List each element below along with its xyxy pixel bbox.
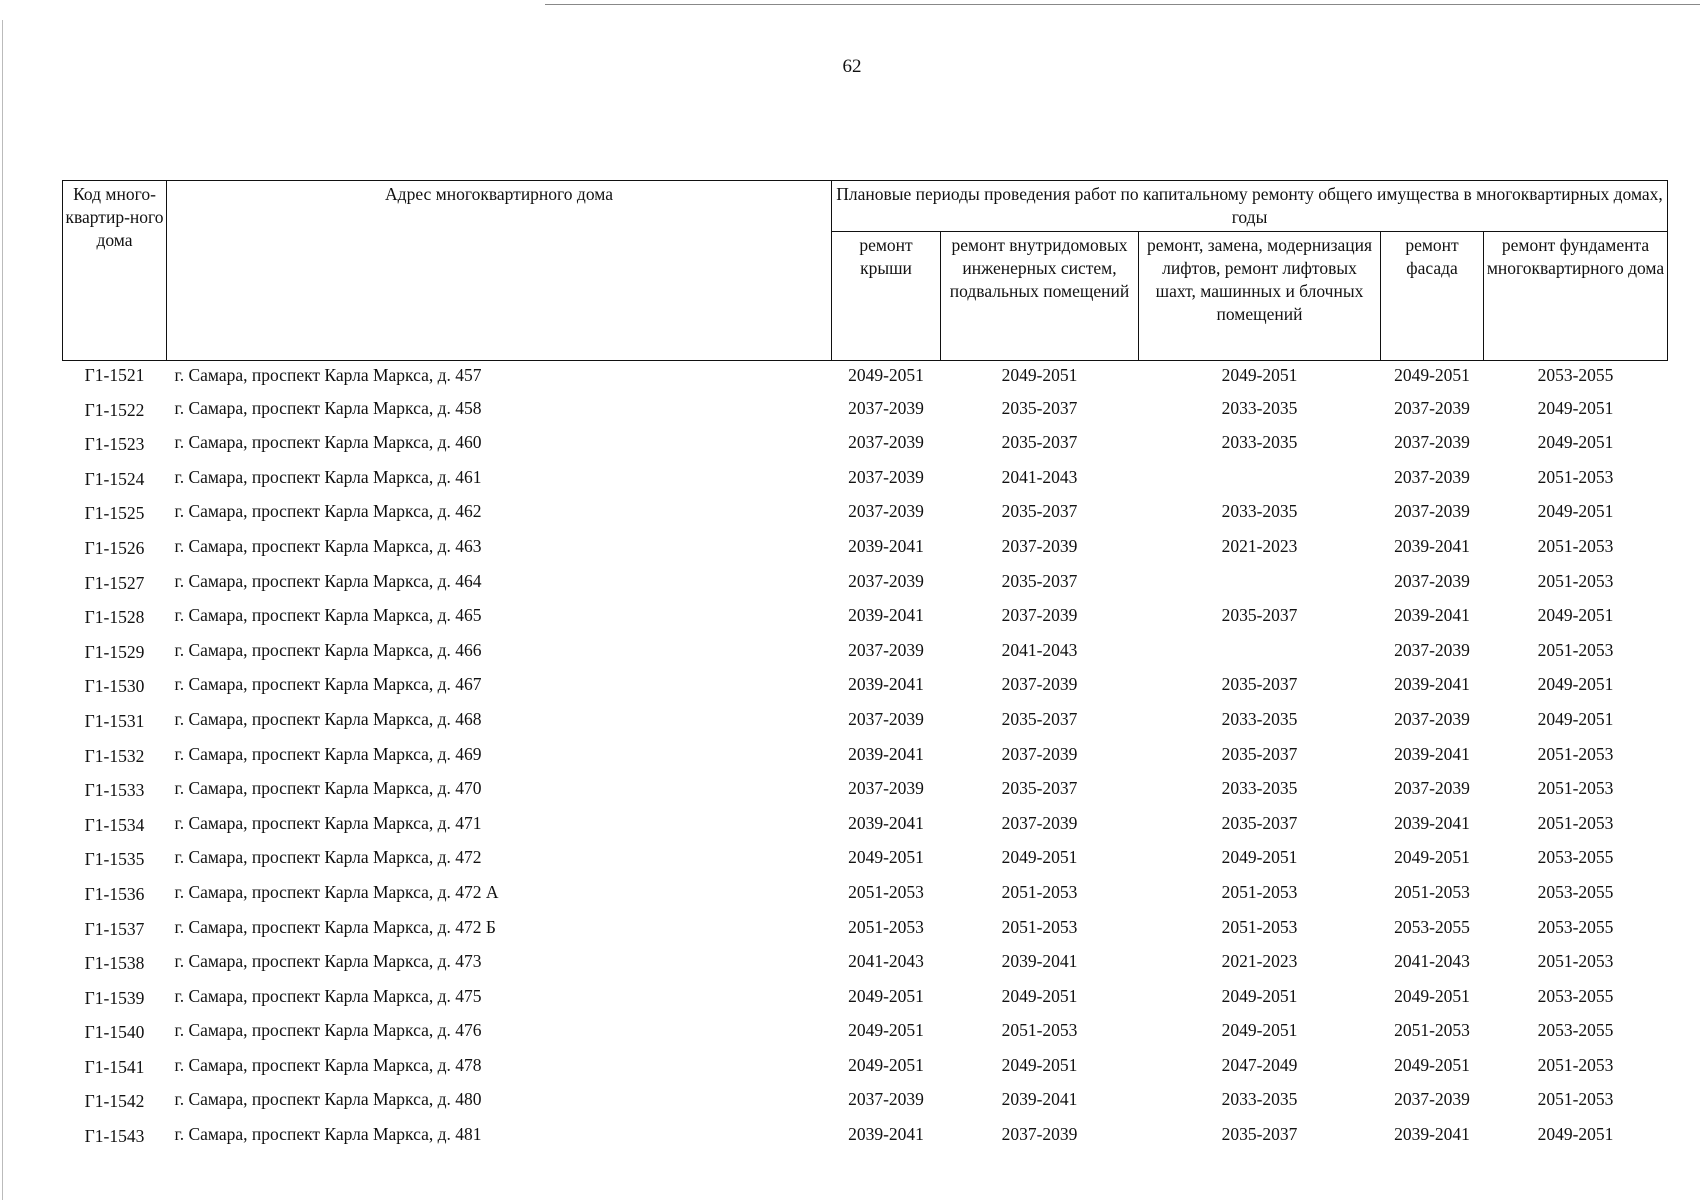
cell-facade: 2041-2043 <box>1394 951 1470 972</box>
cell-foundation: 2051-2053 <box>1537 535 1614 556</box>
table-row <box>63 361 1668 394</box>
cell-foundation: 2051-2053 <box>1537 639 1614 660</box>
cell-facade: 2039-2041 <box>1394 812 1470 833</box>
cell-elevators: 2035-2037 <box>1221 743 1298 764</box>
cell-foundation: 2049-2051 <box>1537 1124 1614 1145</box>
cell-foundation: 2051-2053 <box>1537 951 1614 972</box>
cell-elevators: 2033-2035 <box>1221 501 1298 522</box>
cell-engineering: 2037-2039 <box>1001 674 1078 695</box>
cell-roof: 2039-2041 <box>848 535 924 556</box>
cell-elevators: 2033-2035 <box>1221 432 1298 453</box>
cell-roof: 2049-2051 <box>848 365 924 385</box>
cell-elevators: 2035-2037 <box>1221 605 1298 626</box>
header-periods-group: Плановые периоды проведения работ по капитальному ремонту общего имущества в многоквартирных домах, годы <box>832 181 1668 232</box>
cell-code: Г1-1538 <box>84 953 145 974</box>
cell-elevators: 2051-2053 <box>1221 916 1298 937</box>
cell-code: Г1-1526 <box>84 537 145 558</box>
capital-repair-schedule-table <box>62 180 1668 1155</box>
cell-engineering: 2051-2053 <box>1001 916 1078 937</box>
cell-engineering: 2041-2043 <box>1001 466 1078 487</box>
header-roof: ремонт крыши <box>832 232 941 361</box>
cell-engineering: 2049-2051 <box>1001 985 1078 1006</box>
cell-elevators: 2051-2053 <box>1221 881 1298 902</box>
cell-code: Г1-1534 <box>84 814 145 835</box>
header-address: Адрес многоквартирного дома <box>167 181 832 361</box>
cell-address: г. Самара, проспект Карла Маркса, д. 465 <box>174 605 482 626</box>
cell-address: г. Самара, проспект Карла Маркса, д. 462 <box>174 501 482 522</box>
cell-roof: 2049-2051 <box>848 847 924 868</box>
table-row <box>63 497 1668 532</box>
cell-address: г. Самара, проспект Карла Маркса, д. 463 <box>174 535 482 556</box>
table-row <box>63 463 1668 498</box>
cell-foundation: 2053-2055 <box>1537 881 1614 902</box>
cell-foundation: 2049-2051 <box>1537 708 1614 729</box>
cell-address: г. Самара, проспект Карла Маркса, д. 473 <box>174 951 482 972</box>
cell-engineering: 2035-2037 <box>1001 432 1078 453</box>
cell-address: г. Самара, проспект Карла Маркса, д. 470 <box>174 778 482 799</box>
cell-roof: 2039-2041 <box>848 743 924 764</box>
table-row <box>63 1016 1668 1051</box>
cell-code: Г1-1541 <box>84 1056 145 1077</box>
table-body <box>63 361 1668 1155</box>
cell-address: г. Самара, проспект Карла Маркса, д. 471 <box>174 812 482 833</box>
cell-address: г. Самара, проспект Карла Маркса, д. 481 <box>174 1124 482 1145</box>
cell-address: г. Самара, проспект Карла Маркса, д. 468 <box>174 708 482 729</box>
cell-facade: 2037-2039 <box>1394 708 1470 729</box>
cell-facade: 2049-2051 <box>1394 365 1470 385</box>
cell-roof: 2051-2053 <box>848 916 924 937</box>
cell-code: Г1-1524 <box>84 468 145 489</box>
cell-engineering: 2049-2051 <box>1001 1054 1078 1075</box>
header-facade: ремонт фасада <box>1381 232 1484 361</box>
cell-address: г. Самара, проспект Карла Маркса, д. 469 <box>174 743 482 764</box>
cell-engineering: 2041-2043 <box>1001 639 1078 660</box>
cell-foundation: 2051-2053 <box>1537 812 1614 833</box>
cell-foundation: 2053-2055 <box>1537 1020 1614 1041</box>
cell-elevators: 2047-2049 <box>1221 1054 1298 1075</box>
cell-engineering: 2035-2037 <box>1001 778 1078 799</box>
cell-address: г. Самара, проспект Карла Маркса, д. 480 <box>174 1089 482 1110</box>
cell-roof: 2049-2051 <box>848 985 924 1006</box>
cell-address: г. Самара, проспект Карла Маркса, д. 472 А <box>174 881 499 902</box>
cell-engineering: 2037-2039 <box>1001 535 1078 556</box>
cell-foundation: 2053-2055 <box>1537 365 1614 385</box>
table-row <box>63 428 1668 463</box>
cell-foundation: 2051-2053 <box>1537 466 1614 487</box>
cell-engineering: 2037-2039 <box>1001 605 1078 626</box>
cell-code: Г1-1542 <box>84 1091 145 1112</box>
cell-address: г. Самара, проспект Карла Маркса, д. 476 <box>174 1020 482 1041</box>
cell-code: Г1-1521 <box>84 365 145 385</box>
cell-address: г. Самара, проспект Карла Маркса, д. 478 <box>174 1054 482 1075</box>
table-row <box>63 601 1668 636</box>
cell-facade: 2037-2039 <box>1394 432 1470 453</box>
cell-code: Г1-1539 <box>84 987 145 1008</box>
cell-engineering: 2035-2037 <box>1001 397 1078 418</box>
table-row <box>63 774 1668 809</box>
cell-facade: 2049-2051 <box>1394 985 1470 1006</box>
cell-foundation: 2049-2051 <box>1537 432 1614 453</box>
table-row <box>63 705 1668 740</box>
cell-facade: 2049-2051 <box>1394 847 1470 868</box>
cell-elevators <box>1139 636 1381 671</box>
cell-roof: 2051-2053 <box>848 881 924 902</box>
cell-engineering: 2051-2053 <box>1001 1020 1078 1041</box>
cell-foundation: 2053-2055 <box>1537 847 1614 868</box>
cell-code: Г1-1535 <box>84 849 145 870</box>
cell-facade: 2051-2053 <box>1394 881 1470 902</box>
cell-foundation: 2053-2055 <box>1537 916 1614 937</box>
table-row <box>63 636 1668 671</box>
cell-address: г. Самара, проспект Карла Маркса, д. 466 <box>174 639 482 660</box>
cell-elevators: 2049-2051 <box>1221 847 1298 868</box>
table-row <box>63 843 1668 878</box>
cell-engineering: 2035-2037 <box>1001 708 1078 729</box>
cell-address: г. Самара, проспект Карла Маркса, д. 464 <box>174 570 482 591</box>
cell-foundation: 2051-2053 <box>1537 743 1614 764</box>
cell-engineering: 2039-2041 <box>1001 1089 1078 1110</box>
cell-foundation: 2051-2053 <box>1537 1089 1614 1110</box>
table-row <box>63 394 1668 429</box>
cell-roof: 2039-2041 <box>848 605 924 626</box>
cell-roof: 2037-2039 <box>848 466 924 487</box>
cell-elevators: 2021-2023 <box>1221 535 1298 556</box>
table-row <box>63 1120 1668 1155</box>
cell-facade: 2039-2041 <box>1394 1124 1470 1145</box>
cell-address: г. Самара, проспект Карла Маркса, д. 461 <box>174 466 482 487</box>
cell-address: г. Самара, проспект Карла Маркса, д. 472 <box>174 847 482 868</box>
cell-facade: 2037-2039 <box>1394 501 1470 522</box>
cell-elevators: 2033-2035 <box>1221 778 1298 799</box>
cell-foundation: 2053-2055 <box>1537 985 1614 1006</box>
cell-roof: 2037-2039 <box>848 639 924 660</box>
cell-code: Г1-1531 <box>84 710 145 731</box>
cell-facade: 2037-2039 <box>1394 1089 1470 1110</box>
cell-code: Г1-1530 <box>84 676 145 697</box>
cell-engineering: 2049-2051 <box>1001 365 1078 385</box>
cell-elevators <box>1139 567 1381 602</box>
cell-facade: 2049-2051 <box>1394 1054 1470 1075</box>
cell-facade: 2039-2041 <box>1394 535 1470 556</box>
cell-code: Г1-1525 <box>84 503 145 524</box>
cell-roof: 2039-2041 <box>848 1124 924 1145</box>
cell-code: Г1-1540 <box>84 1022 145 1043</box>
cell-code: Г1-1537 <box>84 918 145 939</box>
cell-engineering: 2049-2051 <box>1001 847 1078 868</box>
cell-facade: 2039-2041 <box>1394 674 1470 695</box>
cell-address: г. Самара, проспект Карла Маркса, д. 472 Б <box>174 916 496 937</box>
cell-code: Г1-1523 <box>84 434 145 455</box>
cell-roof: 2037-2039 <box>848 432 924 453</box>
table-row <box>63 670 1668 705</box>
cell-code: Г1-1536 <box>84 883 145 904</box>
cell-roof: 2041-2043 <box>848 951 924 972</box>
header-engineering: ремонт внутридомовых инженерных систем, подвальных помещений <box>941 232 1139 361</box>
cell-elevators: 2035-2037 <box>1221 812 1298 833</box>
cell-code: Г1-1527 <box>84 572 145 593</box>
cell-facade: 2037-2039 <box>1394 466 1470 487</box>
cell-address: г. Самара, проспект Карла Маркса, д. 467 <box>174 674 482 695</box>
table-row <box>63 913 1668 948</box>
table-row <box>63 532 1668 567</box>
table-row <box>63 567 1668 602</box>
table-row <box>63 947 1668 982</box>
cell-code: Г1-1533 <box>84 780 145 801</box>
cell-roof: 2039-2041 <box>848 674 924 695</box>
cell-engineering: 2037-2039 <box>1001 812 1078 833</box>
cell-elevators: 2049-2051 <box>1221 985 1298 1006</box>
cell-code: Г1-1529 <box>84 641 145 662</box>
cell-roof: 2037-2039 <box>848 397 924 418</box>
cell-engineering: 2037-2039 <box>1001 743 1078 764</box>
cell-elevators: 2035-2037 <box>1221 1124 1298 1145</box>
cell-code: Г1-1528 <box>84 607 145 628</box>
cell-elevators: 2021-2023 <box>1221 951 1298 972</box>
cell-foundation: 2051-2053 <box>1537 570 1614 591</box>
cell-code: Г1-1543 <box>84 1126 145 1147</box>
cell-facade: 2039-2041 <box>1394 743 1470 764</box>
header-code: Код много-квартир-ного дома <box>63 181 167 361</box>
cell-roof: 2037-2039 <box>848 1089 924 1110</box>
scan-edge-line <box>2 20 3 1200</box>
cell-address: г. Самара, проспект Карла Маркса, д. 457 <box>174 365 482 385</box>
cell-roof: 2037-2039 <box>848 778 924 799</box>
cell-facade: 2039-2041 <box>1394 605 1470 626</box>
header-elevators: ремонт, замена, модернизация лифтов, ремонт лифтовых шахт, машинных и блочных помещений <box>1139 232 1381 361</box>
cell-facade: 2037-2039 <box>1394 639 1470 660</box>
table-row <box>63 982 1668 1017</box>
cell-elevators: 2033-2035 <box>1221 708 1298 729</box>
cell-elevators: 2033-2035 <box>1221 397 1298 418</box>
cell-engineering: 2051-2053 <box>1001 881 1078 902</box>
cell-engineering: 2037-2039 <box>1001 1124 1078 1145</box>
cell-roof: 2037-2039 <box>848 708 924 729</box>
cell-elevators: 2033-2035 <box>1221 1089 1298 1110</box>
header-foundation: ремонт фундамента многоквартирного дома <box>1484 232 1668 361</box>
table-row <box>63 809 1668 844</box>
cell-code: Г1-1532 <box>84 745 145 766</box>
cell-elevators: 2049-2051 <box>1221 1020 1298 1041</box>
cell-address: г. Самара, проспект Карла Маркса, д. 460 <box>174 432 482 453</box>
cell-engineering: 2035-2037 <box>1001 570 1078 591</box>
cell-address: г. Самара, проспект Карла Маркса, д. 458 <box>174 397 482 418</box>
cell-roof: 2037-2039 <box>848 501 924 522</box>
cell-facade: 2037-2039 <box>1394 778 1470 799</box>
cell-address: г. Самара, проспект Карла Маркса, д. 475 <box>174 985 482 1006</box>
cell-roof: 2039-2041 <box>848 812 924 833</box>
cell-roof: 2049-2051 <box>848 1054 924 1075</box>
cell-facade: 2051-2053 <box>1394 1020 1470 1041</box>
cell-foundation: 2049-2051 <box>1537 397 1614 418</box>
table-row <box>63 740 1668 775</box>
table-row <box>63 1051 1668 1086</box>
cell-roof: 2049-2051 <box>848 1020 924 1041</box>
table-row <box>63 878 1668 913</box>
cell-foundation: 2051-2053 <box>1537 1054 1614 1075</box>
cell-foundation: 2049-2051 <box>1537 501 1614 522</box>
scan-edge-line <box>545 4 1700 5</box>
cell-facade: 2037-2039 <box>1394 570 1470 591</box>
cell-facade: 2053-2055 <box>1394 916 1470 937</box>
cell-elevators: 2049-2051 <box>1221 365 1298 385</box>
cell-facade: 2037-2039 <box>1394 397 1470 418</box>
cell-foundation: 2049-2051 <box>1537 674 1614 695</box>
cell-elevators <box>1139 463 1381 498</box>
cell-foundation: 2051-2053 <box>1537 778 1614 799</box>
cell-roof: 2037-2039 <box>848 570 924 591</box>
cell-foundation: 2049-2051 <box>1537 605 1614 626</box>
cell-engineering: 2035-2037 <box>1001 501 1078 522</box>
cell-elevators: 2035-2037 <box>1221 674 1298 695</box>
page-number: 62 <box>842 56 862 77</box>
table-row <box>63 1085 1668 1120</box>
cell-engineering: 2039-2041 <box>1001 951 1078 972</box>
cell-code: Г1-1522 <box>84 399 145 420</box>
